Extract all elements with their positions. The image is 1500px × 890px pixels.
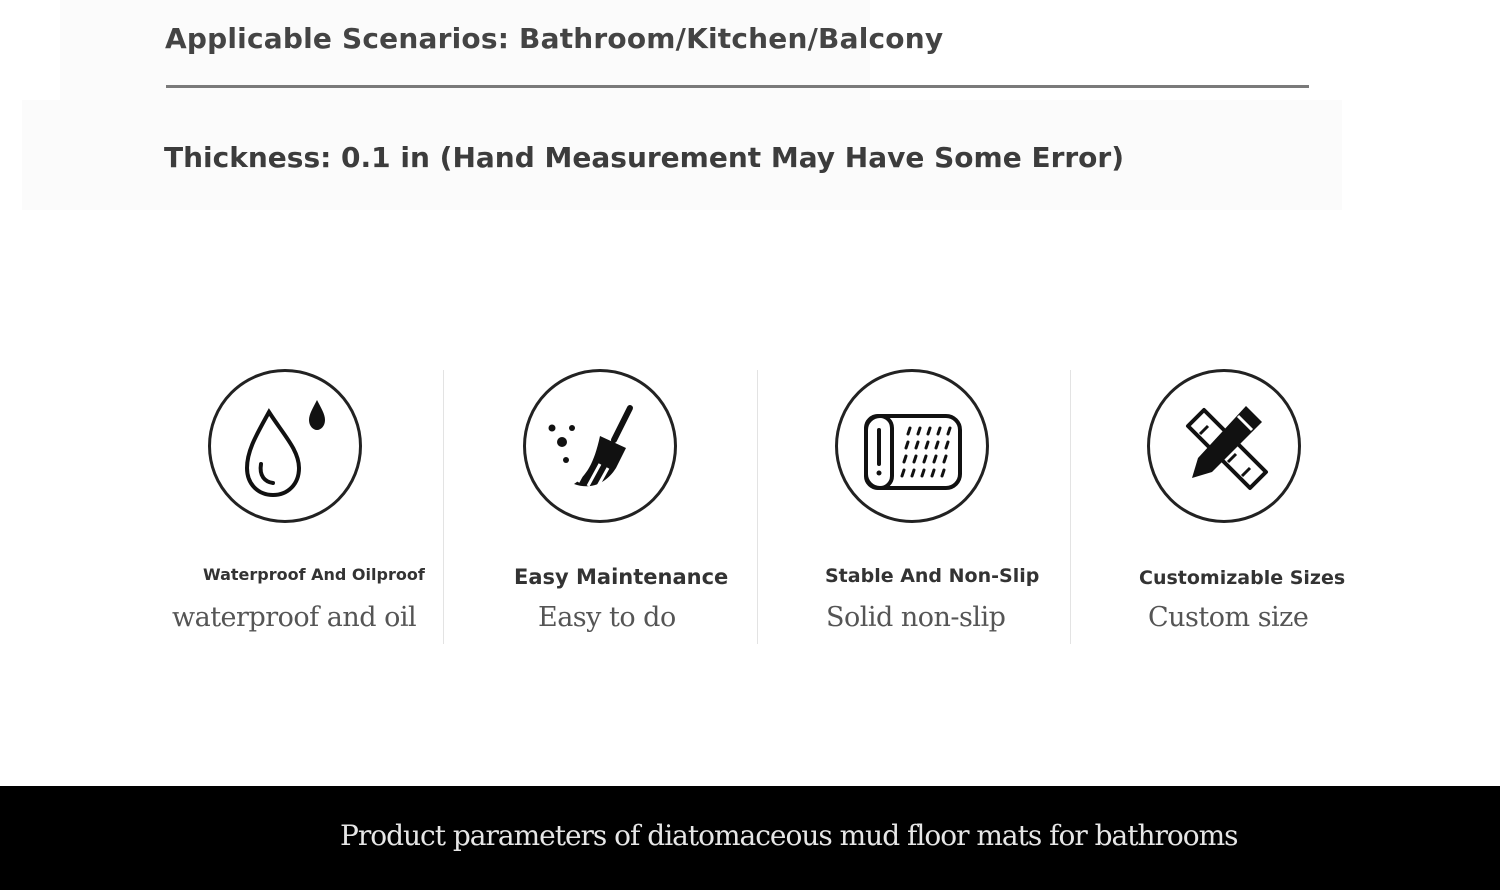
feature-divider xyxy=(1070,370,1071,644)
feature-custom-size xyxy=(1099,365,1369,645)
feature-label: Easy Maintenance xyxy=(514,565,729,589)
ruler-pencil-icon xyxy=(1147,369,1301,523)
thickness-text: Thickness: 0.1 in (Hand Measurement May Have Some Error) xyxy=(164,141,1125,174)
broom-icon xyxy=(523,369,677,523)
scenarios-text: Applicable Scenarios: Bathroom/Kitchen/Balcony xyxy=(165,22,944,55)
water-drop-icon xyxy=(208,369,362,523)
feature-non-slip xyxy=(787,365,1057,645)
feature-label: Customizable Sizes xyxy=(1139,567,1346,589)
feature-waterproof xyxy=(160,365,430,645)
footer-banner xyxy=(0,786,1500,890)
feature-label: Stable And Non-Slip xyxy=(825,565,1040,587)
feature-subtitle: Easy to do xyxy=(538,602,676,633)
footer-title: Product parameters of diatomaceous mud floor mats for bathrooms xyxy=(340,819,1238,852)
feature-subtitle: waterproof and oil xyxy=(172,602,417,633)
feature-easy-maintenance xyxy=(475,365,745,645)
feature-divider xyxy=(443,370,444,644)
feature-subtitle: Custom size xyxy=(1148,602,1309,633)
feature-divider xyxy=(757,370,758,644)
feature-subtitle: Solid non-slip xyxy=(826,602,1006,633)
feature-label: Waterproof And Oilproof xyxy=(203,565,425,584)
non-slip-mat-icon xyxy=(835,369,989,523)
divider-rule xyxy=(166,85,1309,88)
